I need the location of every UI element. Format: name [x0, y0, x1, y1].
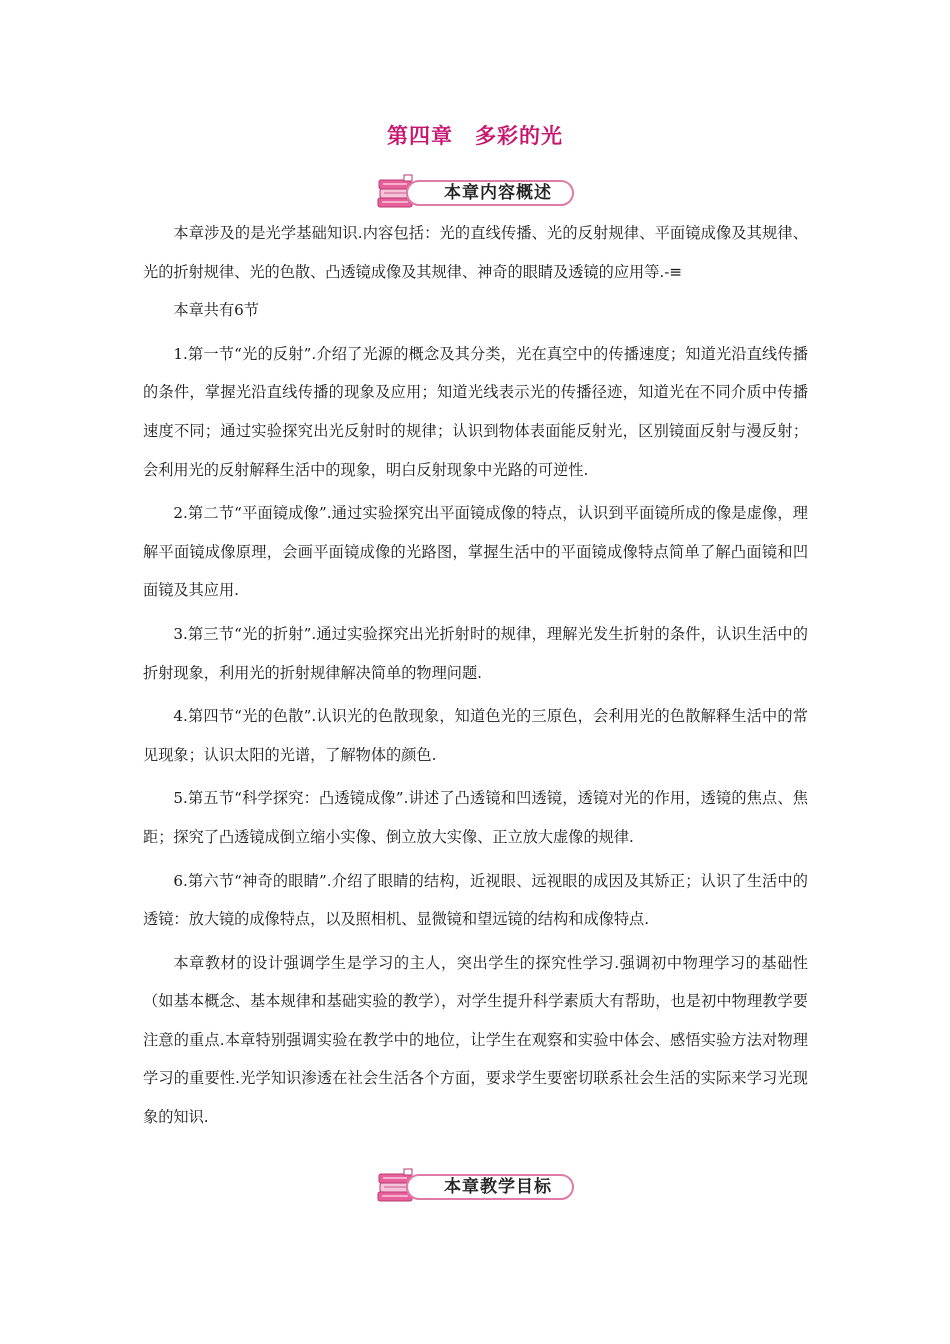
section-4-paragraph: 4.第四节“光的色散”.认识光的色散现象，知道色光的三原色，会利用光的色散解释生活中的常见现象；认识太阳的光谱，了解物体的颜色. [143, 707, 808, 764]
overview-banner-label: 本章内容概述 [444, 183, 552, 203]
chapter-overview-text [143, 214, 808, 1137]
section-6-paragraph: 6.第六节“神奇的眼睛”.介绍了眼睛的结构，近视眼、远视眼的成因及其矫正；认识了生活中的透镜：放大镜的成像特点，以及照相机、显微镜和望远镜的结构和成像特点. [143, 871, 808, 929]
section-3-paragraph: 3.第三节“光的折射”.通过实验探究出光折射时的规律，理解光发生折射的条件，认识生活中的折射现象，利用光的折射规律解决简单的物理问题. [143, 624, 808, 682]
section-2-paragraph: 2.第二节“平面镜成像”.通过实验探究出平面镜成像的特点，认识到平面镜所成的像是虚像，理解平面镜成像原理，会画平面镜成像的光路图，掌握生活中的平面镜成像特点简单了解凸面镜和凹面镜及其应用. [143, 504, 808, 600]
closing-paragraph: 本章教材的设计强调学生是学习的主人，突出学生的探究性学习.强调初中物理学习的基础性（如基本概念、基本规律和基础实验的教学），对学生提升科学素质大有帮助，也是初中物理教学要注意的重点.本章特别强调实验在教学中的地位，让学生在观察和实验中体会、感悟实验方法对物理学习的重要性.光学知识渗透在社会生活各个方面，要求学生要密切联系社会生活的实际来学习光现象的知识. [143, 953, 808, 1127]
goals-banner-label: 本章教学目标 [444, 1177, 552, 1197]
section-count: 本章共有6节 [173, 301, 259, 320]
page-title: 第四章 多彩的光 [387, 124, 563, 148]
overview-banner [374, 172, 576, 212]
section-1-paragraph: 1.第一节“光的反射”.介绍了光源的概念及其分类，光在真空中的传播速度；知道光沿直线传播的条件，掌握光沿直线传播的现象及应用；知道光线表示光的传播径迹，知道光在不同介质中传播速度不同；通过实验探究出光反射时的规律；认识到物体表面能反射光，区别镜面反射与漫反射；会利用光的反射解释生活中的现象，明白反射现象中光路的可逆性. [143, 344, 808, 479]
intro-paragraph: 本章涉及的是光学基础知识.内容包括：光的直线传播、光的反射规律、平面镜成像及其规律、光的折射规律、光的色散、凸透镜成像及其规律、神奇的眼睛及透镜的应用等.-≡ [143, 224, 808, 281]
section-5-paragraph: 5.第五节“科学探究：凸透镜成像”.讲述了凸透镜和凹透镜，透镜对光的作用，透镜的焦点、焦距；探究了凸透镜成倒立缩小实像、倒立放大实像、正立放大虚像的规律. [143, 789, 808, 846]
goals-banner [374, 1166, 576, 1206]
